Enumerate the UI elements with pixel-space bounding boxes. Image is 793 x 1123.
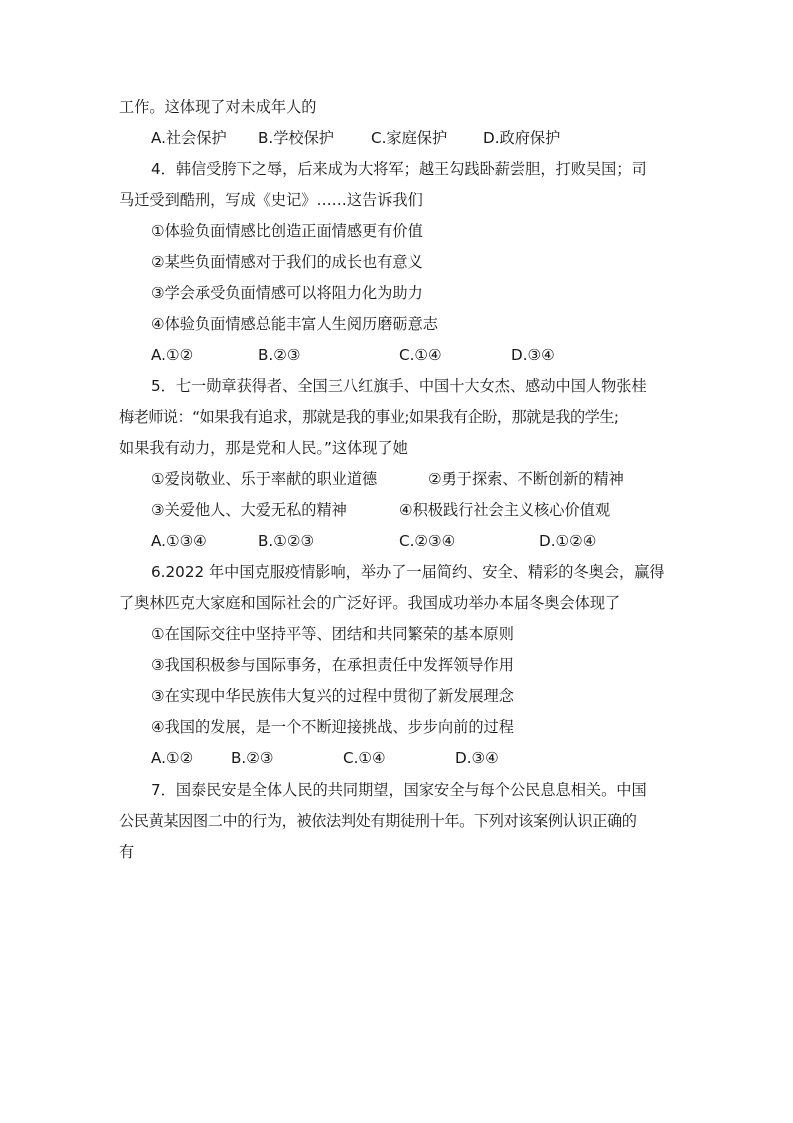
q4-statement-4: ④体验负面情感总能丰富人生阅历磨砺意志: [151, 315, 438, 333]
q5-text: 梅老师说：“如果我有追求，那就是我的事业;如果我有企盼，那就是我的学生;: [119, 408, 619, 426]
option-b: B.②③: [258, 346, 301, 364]
q7-text: 有: [119, 843, 135, 861]
option-c: C.②③④: [399, 532, 456, 550]
option-a: A.社会保护: [151, 129, 227, 147]
q5-text: 5．七一勋章获得者、全国三八红旗手、中国十大女杰、感动中国人物张桂: [151, 377, 647, 395]
option-d: D.①②④: [539, 532, 597, 550]
option-a: A.①③④: [151, 532, 207, 550]
q6-statement-3: ③在实现中华民族伟大复兴的过程中贯彻了新发展理念: [151, 687, 514, 705]
option-a: A.①②: [151, 346, 194, 364]
option-b: B.①②③: [258, 532, 315, 550]
q4-text: 4．韩信受胯下之辱，后来成为大将军；越王勾践卧薪尝胆，打败吴国；司: [151, 160, 647, 178]
q5-text: 如果我有动力，那是党和人民。”这体现了她: [119, 439, 408, 457]
q5-statement-2: ②勇于探索、不断创新的精神: [428, 470, 624, 488]
q4-statement-3: ③学会承受负面情感可以将阻力化为助力: [151, 284, 423, 302]
q5-statement-1: ①爱岗敬业、乐于率献的职业道德: [151, 470, 378, 488]
q3-text-continuation: 工作。这体现了对未成年人的: [119, 98, 317, 116]
option-c: C.①④: [343, 749, 386, 767]
q5-statement-3: ③关爱他人、大爱无私的精神: [151, 501, 347, 519]
option-b: B.学校保护: [258, 129, 334, 147]
q4-statement-2: ②某些负面情感对于我们的成长也有意义: [151, 253, 423, 271]
option-d: D.③④: [455, 749, 499, 767]
q4-text: 马迁受到酷刑，写成《史记》……这告诉我们: [119, 191, 423, 209]
q6-statement-2: ③我国积极参与国际事务，在承担责任中发挥领导作用: [151, 656, 514, 674]
q7-text: 7．国泰民安是全体人民的共同期望，国家安全与每个公民息息相关。中国: [151, 781, 647, 799]
option-c: C.家庭保护: [371, 129, 448, 147]
option-a: A.①②: [151, 749, 194, 767]
option-b: B.②③: [231, 749, 274, 767]
q6-text: 6.2022 年中国克服疫情影响，举办了一届简约、安全、精彩的冬奥会，赢得: [151, 563, 665, 581]
q6-statement-1: ①在国际交往中坚持平等、团结和共同繁荣的基本原则: [151, 625, 514, 643]
q4-statement-1: ①体验负面情感比创造正面情感更有价值: [151, 222, 423, 240]
option-c: C.①④: [399, 346, 442, 364]
q5-statement-4: ④积极践行社会主义核心价值观: [399, 501, 611, 519]
option-d: D.③④: [511, 346, 555, 364]
q6-text: 了奥林匹克大家庭和国际社会的广泛好评。我国成功举办本届冬奥会体现了: [119, 594, 621, 612]
option-d: D.政府保护: [483, 129, 561, 147]
q7-text: 公民黄某因图二中的行为，被依法判处有期徒刑十年。下列对该案例认识正确的: [119, 812, 637, 830]
q6-statement-4: ④我国的发展，是一个不断迎接挑战、步步向前的过程: [151, 718, 514, 736]
